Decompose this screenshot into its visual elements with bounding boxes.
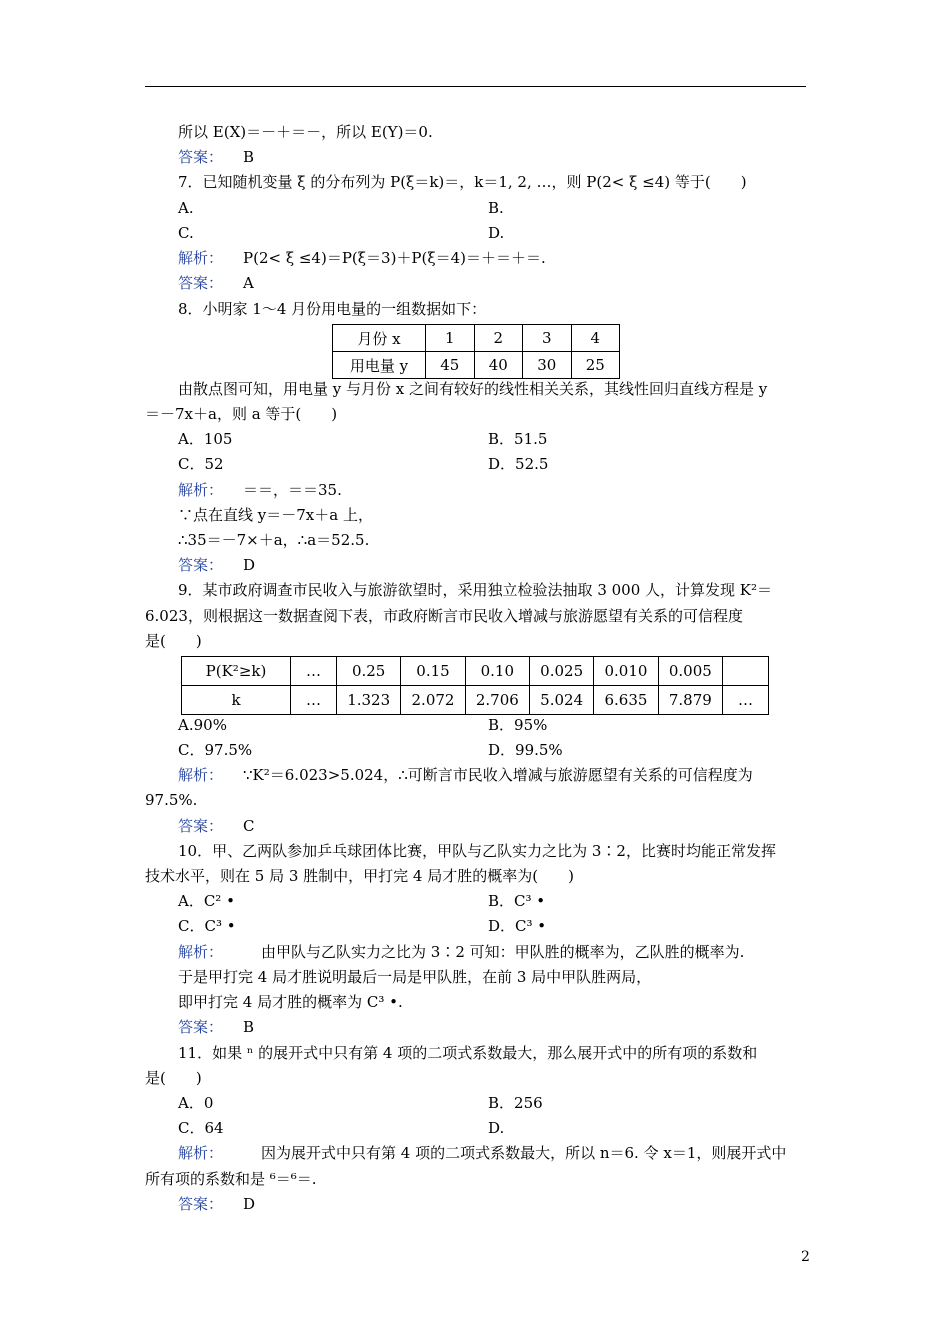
explanation-text: 因为展开式中只有第 4 项的二项式系数最大，所以 n＝6. 令 x＝1，则展开式中 [261,1144,787,1162]
header-rule [145,86,806,87]
explanation-text: 于是甲打完 4 局才胜说明最后一局是甲队胜，在前 3 局中甲队胜两局， [178,968,652,986]
table-cell: 1.323 [337,686,401,715]
table-cell: … [723,686,769,715]
question-9: 9．某市政府调查市民收入与旅游欲望时，采用独立检验法抽取 3 000 人，计算发现 K²＝ [178,581,773,599]
explanation-text: 97.5%. [145,791,198,809]
table-cell: 0.15 [401,657,465,686]
option-a: A．0 [178,1094,214,1112]
answer-value: A [243,274,254,292]
explanation-text: ∴35＝－7×＋a，∴a＝52.5. [178,531,370,549]
chi-square-table [181,656,769,715]
answer-label: 答案： [178,274,224,292]
option-d: D．C³ • [488,917,547,935]
table-row [182,657,769,686]
option-b: B．C³ • [488,892,546,910]
table-cell: 25 [571,352,620,379]
explanation-label: 解析： [178,249,224,267]
q8-paragraph: 由散点图可知，用电量 y 与月份 x 之间有较好的线性相关关系，其线性回归直线方程是 y [178,380,768,398]
table-cell: 1 [426,325,475,352]
explanation-text: 所有项的系数和是 ⁶＝⁶＝. [145,1170,317,1188]
table-cell: 0.25 [337,657,401,686]
answer-label: 答案： [178,148,224,166]
explanation-text: 即甲打完 4 局才胜的概率为 C³ •. [178,993,403,1011]
explanation-label: 解析： [178,481,224,499]
option-d: D．99.5% [488,741,563,759]
option-c: C．52 [178,455,224,473]
option-d: D. [488,1119,505,1137]
table-cell: 2.706 [465,686,529,715]
page-number: 2 [801,1249,810,1265]
q8-paragraph: ＝－7x＋a，则 a 等于( ) [145,405,338,423]
electricity-table [332,324,620,379]
question-7: 7．已知随机变量 ξ 的分布列为 P(ξ＝k)＝，k＝1, 2, …，则 P(2< ξ ≤4) 等于( ) [178,173,747,191]
table-cell: … [291,657,337,686]
answer-value: B [243,148,255,166]
table-cell: 2 [474,325,523,352]
option-a: A. [178,199,194,217]
option-c: C．97.5% [178,741,253,759]
option-b: B．95% [488,716,548,734]
table-cell: k [182,686,291,715]
answer-label: 答案： [178,556,224,574]
option-d: D. [488,224,505,242]
option-c: C．C³ • [178,917,236,935]
question-8: 8．小明家 1～4 月份用电量的一组数据如下： [178,300,487,318]
option-d: D．52.5 [488,455,549,473]
question-10: 技术水平，则在 5 局 3 胜制中，甲打完 4 局才胜的概率为( ) [145,867,574,885]
explanation-text: ∵点在直线 y＝－7x＋a 上， [178,506,373,524]
table-cell: 0.025 [529,657,593,686]
question-9: 是( ) [145,632,202,650]
answer-value: D [243,556,256,574]
option-a: A.90% [178,716,227,734]
explanation-label: 解析： [178,1144,224,1162]
option-b: B．256 [488,1094,543,1112]
table-cell: 30 [523,352,572,379]
explanation-text: ＝＝，＝＝35. [243,481,342,499]
table-cell: 0.005 [658,657,722,686]
answer-value: C [243,817,255,835]
table-cell: 2.072 [401,686,465,715]
answer-label: 答案： [178,1018,224,1036]
question-11: 11．如果 ⁿ 的展开式中只有第 4 项的二项式系数最大，那么展开式中的所有项的系数和 [178,1044,758,1062]
option-b: B．51.5 [488,430,548,448]
table-row [333,352,620,379]
table-cell: 6.635 [594,686,658,715]
explanation-text: P(2< ξ ≤4)＝P(ξ＝3)＋P(ξ＝4)＝＋＝＋＝. [243,249,546,267]
table-cell: 月份 x [333,325,426,352]
q6-conclusion: 所以 E(X)＝－＋＝－，所以 E(Y)＝0. [178,123,433,141]
table-cell [723,657,769,686]
explanation-text: 由甲队与乙队实力之比为 3∶2 可知：甲队胜的概率为，乙队胜的概率为. [261,943,745,961]
answer-value: D [243,1195,256,1213]
table-row [333,325,620,352]
table-cell: 0.010 [594,657,658,686]
table-cell: … [291,686,337,715]
answer-label: 答案： [178,817,224,835]
option-a: A．C² • [178,892,235,910]
table-cell: 45 [426,352,475,379]
question-11: 是( ) [145,1069,202,1087]
option-b: B. [488,199,504,217]
question-9: 6.023，则根据这一数据查阅下表，市政府断言市民收入增减与旅游愿望有关系的可信程度 [145,607,743,625]
explanation-label: 解析： [178,943,224,961]
table-row [182,686,769,715]
option-a: A．105 [178,430,233,448]
table-cell: 40 [474,352,523,379]
option-c: C. [178,224,194,242]
table-cell: 3 [523,325,572,352]
table-cell: 7.879 [658,686,722,715]
answer-label: 答案： [178,1195,224,1213]
explanation-text: ∵K²＝6.023>5.024，∴可断言市民收入增减与旅游愿望有关系的可信程度为 [243,766,753,784]
table-cell: P(K²≥k) [182,657,291,686]
table-cell: 用电量 y [333,352,426,379]
explanation-label: 解析： [178,766,224,784]
table-cell: 0.10 [465,657,529,686]
table-cell: 4 [571,325,620,352]
table-cell: 5.024 [529,686,593,715]
question-10: 10．甲、乙两队参加乒乓球团体比赛，甲队与乙队实力之比为 3∶2，比赛时均能正常发挥 [178,842,776,860]
option-c: C．64 [178,1119,224,1137]
answer-value: B [243,1018,255,1036]
